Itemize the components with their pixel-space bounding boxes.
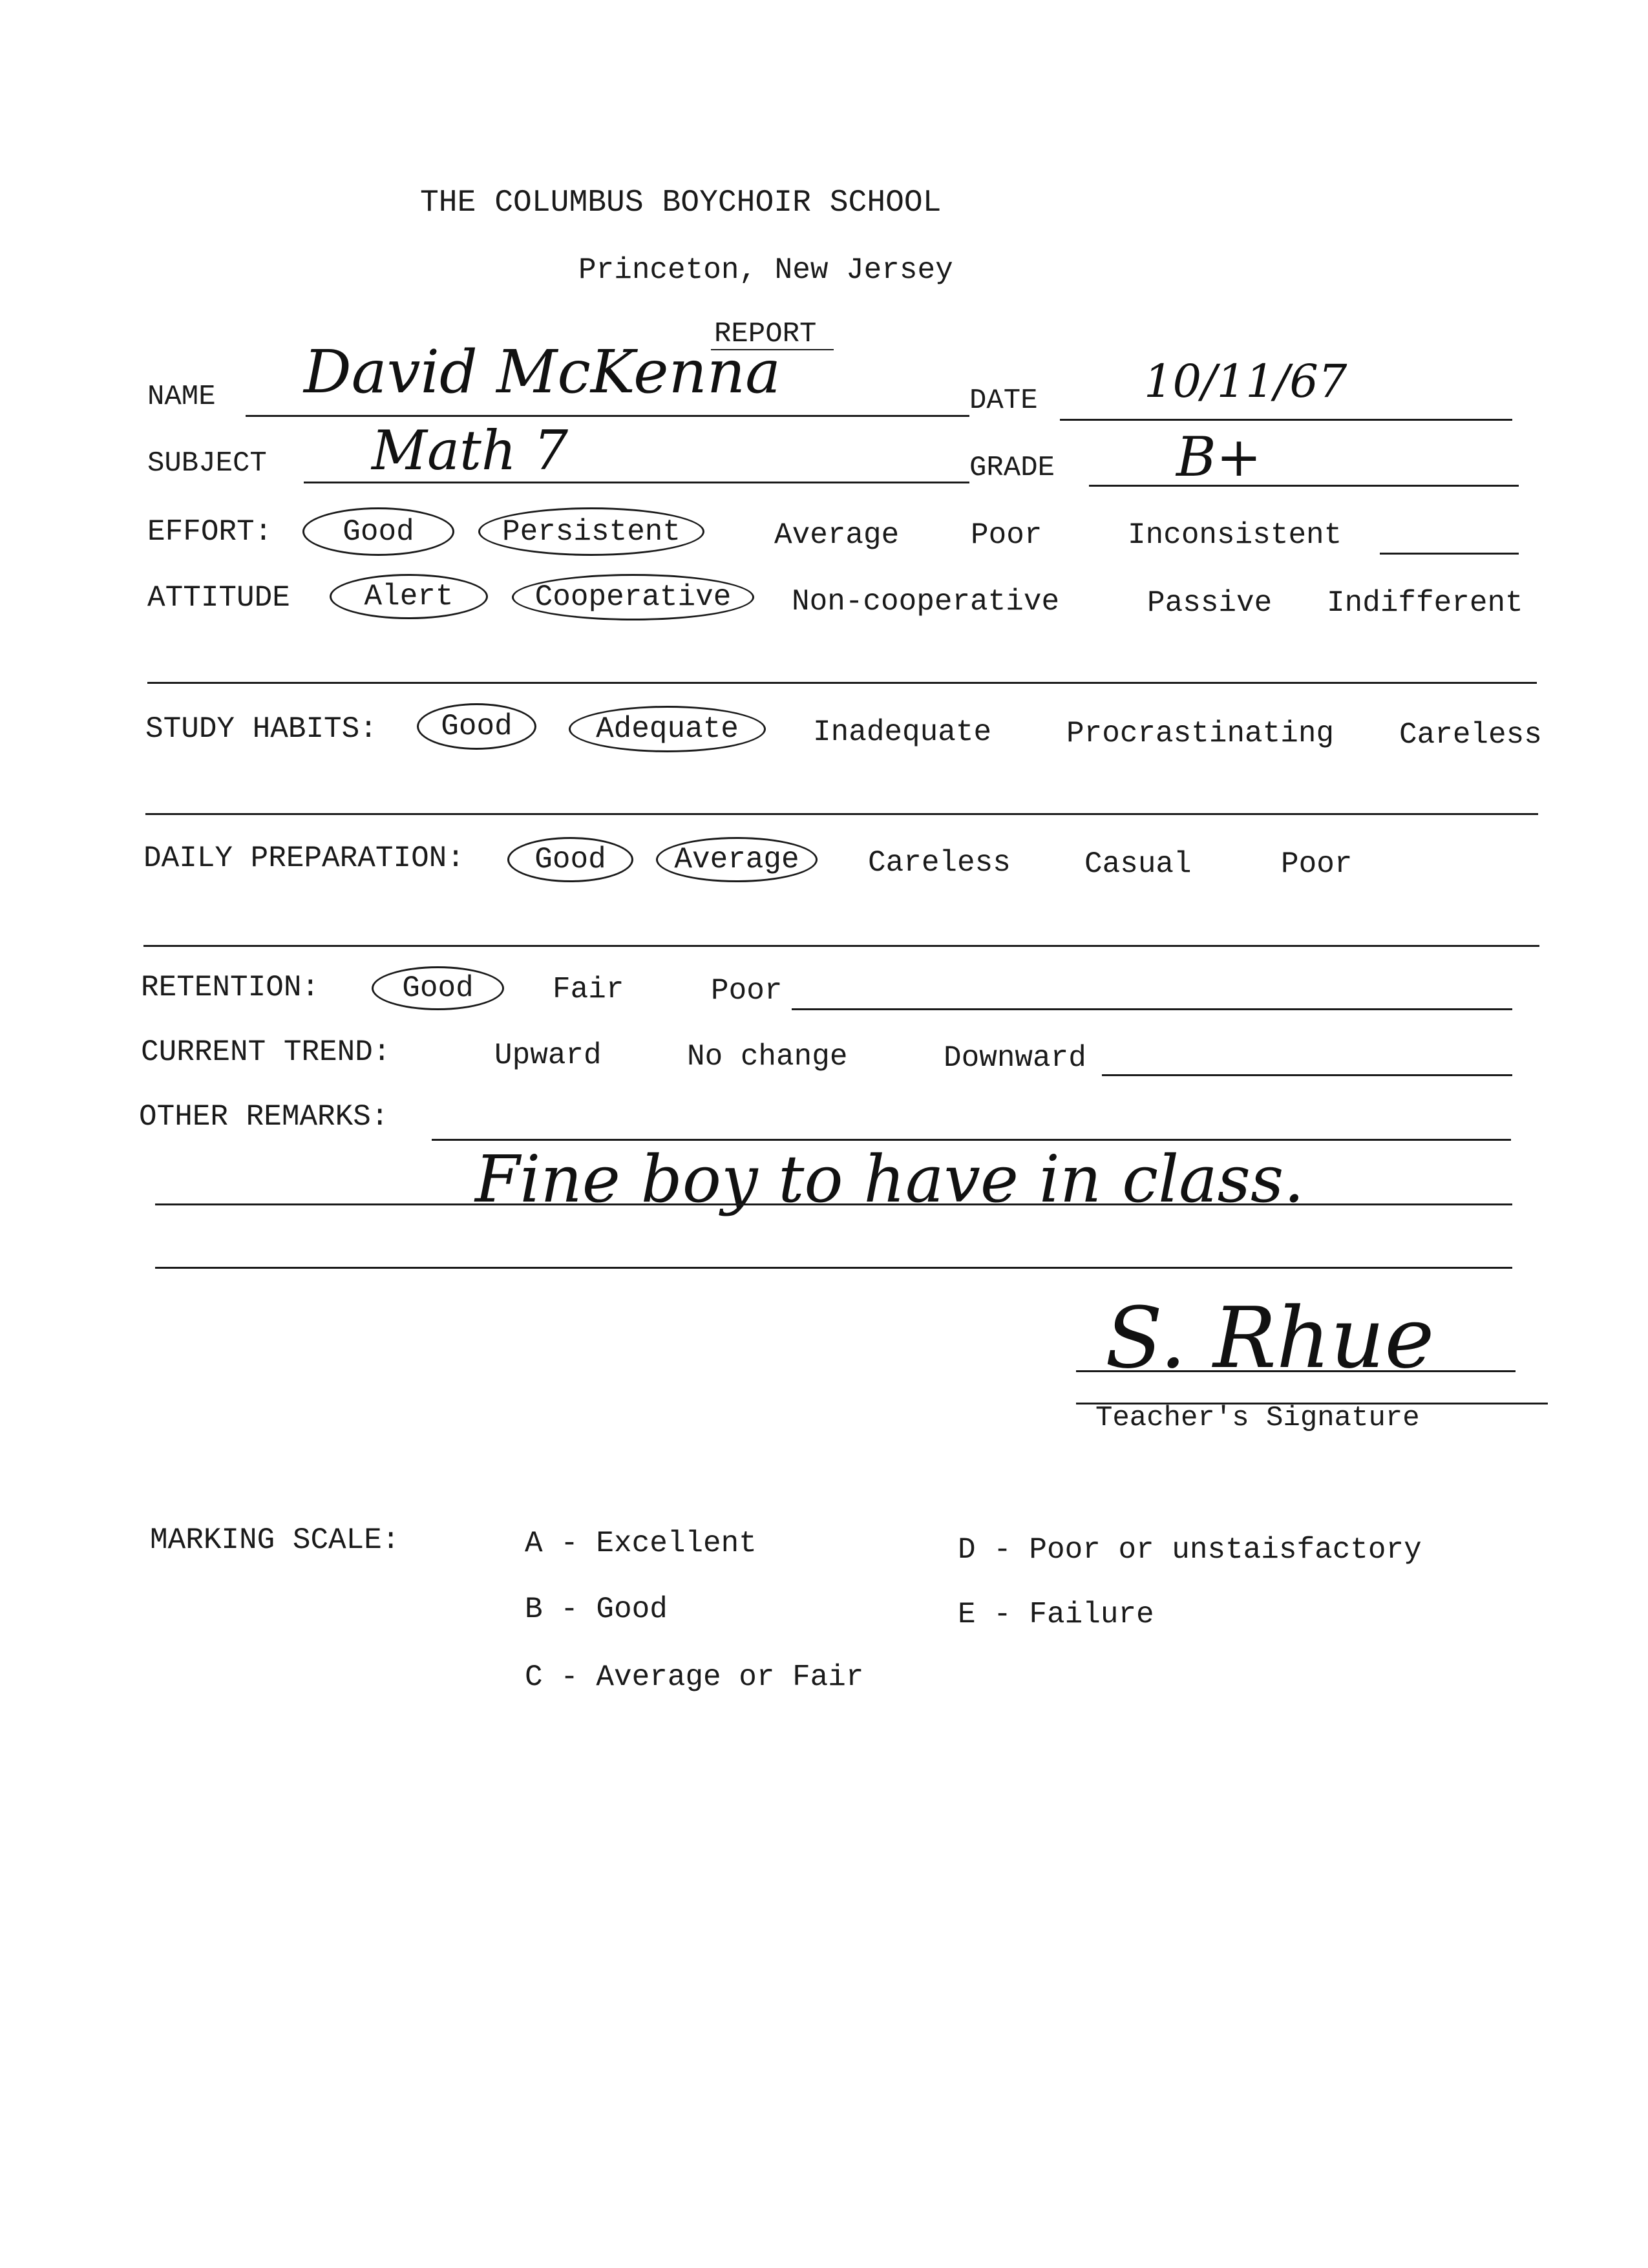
current-trend-option-no-change: No change	[687, 1040, 848, 1074]
attitude-option-passive: Passive	[1147, 586, 1273, 620]
effort-label: EFFORT:	[147, 515, 273, 549]
school-location: Princeton, New Jersey	[578, 253, 953, 287]
name-line	[246, 415, 969, 417]
attitude-option-non-cooperative: Non-cooperative	[792, 585, 1060, 619]
daily-preparation-option-careless: Careless	[868, 846, 1011, 880]
retention-option-fair: Fair	[553, 973, 624, 1006]
report-title: REPORT	[714, 318, 817, 350]
date-line	[1060, 419, 1512, 421]
retention-blank-line	[792, 1008, 1512, 1010]
teacher-signature: S. Rhue	[1105, 1289, 1435, 1387]
current-trend-label: CURRENT TREND:	[141, 1035, 391, 1069]
daily-preparation-option-average-circled: Average	[656, 837, 818, 882]
marking-scale-c: C - Average or Fair	[525, 1660, 864, 1694]
grade-line	[1089, 485, 1519, 487]
signature-label: Teacher's Signature	[1095, 1402, 1420, 1434]
attitude-option-cooperative-circled: Cooperative	[512, 574, 754, 620]
study-habits-option-adequate-circled: Adequate	[569, 706, 766, 752]
study-habits-option-good-circled: Good	[417, 703, 536, 750]
grade-value: B+	[1176, 425, 1262, 489]
current-trend-blank-line	[1102, 1074, 1512, 1076]
other-remarks-value: Fine boy to have in class.	[475, 1141, 1305, 1217]
study-habits-option-inadequate: Inadequate	[813, 715, 992, 749]
name-value: David McKenna	[304, 337, 781, 407]
attitude-option-indifferent: Indifferent	[1327, 586, 1523, 620]
subject-value: Math 7	[372, 419, 569, 482]
attitude-label: ATTITUDE	[147, 581, 290, 615]
remarks-line-3	[155, 1267, 1512, 1269]
remarks-line-2	[155, 1203, 1512, 1205]
date-label: DATE	[969, 385, 1038, 417]
effort-option-inconsistent: Inconsistent	[1128, 518, 1342, 552]
marking-scale-a: A - Excellent	[525, 1527, 757, 1560]
name-label: NAME	[147, 381, 216, 413]
effort-option-average: Average	[774, 518, 900, 552]
other-remarks-label: OTHER REMARKS:	[139, 1100, 389, 1134]
subject-label: SUBJECT	[147, 447, 267, 480]
effort-option-persistent-circled: Persistent	[478, 507, 704, 556]
grade-label: GRADE	[969, 452, 1055, 484]
effort-option-poor: Poor	[971, 518, 1042, 552]
current-trend-option-downward: Downward	[944, 1041, 1086, 1075]
attitude-option-alert-circled: Alert	[330, 574, 488, 619]
marking-scale-d: D - Poor or unstaisfactory	[958, 1533, 1422, 1567]
daily-preparation-option-casual: Casual	[1084, 847, 1192, 881]
study-habits-option-procrastinating: Procrastinating	[1066, 717, 1335, 750]
attitude-divider	[147, 682, 1537, 684]
signature-underline-a	[1076, 1370, 1516, 1372]
study-habits-label: STUDY HABITS:	[145, 712, 377, 746]
marking-scale-b: B - Good	[525, 1593, 668, 1626]
retention-option-good-circled: Good	[372, 966, 504, 1010]
marking-scale-label: MARKING SCALE:	[150, 1523, 400, 1557]
daily-preparation-label: DAILY PREPARATION:	[143, 842, 465, 875]
study-habits-divider	[145, 813, 1538, 815]
effort-option-good-circled: Good	[302, 507, 454, 556]
remarks-line-1	[432, 1139, 1511, 1141]
date-value: 10/11/67	[1144, 355, 1347, 408]
daily-preparation-divider	[143, 945, 1539, 947]
school-name: THE COLUMBUS BOYCHOIR SCHOOL	[420, 185, 942, 220]
daily-preparation-option-poor: Poor	[1281, 847, 1353, 881]
daily-preparation-option-good-circled: Good	[507, 837, 633, 882]
effort-blank-line	[1380, 553, 1519, 555]
study-habits-option-careless: Careless	[1399, 718, 1542, 752]
current-trend-option-upward: Upward	[494, 1039, 602, 1072]
retention-option-poor: Poor	[711, 974, 783, 1008]
retention-label: RETENTION:	[141, 971, 320, 1004]
marking-scale-e: E - Failure	[958, 1598, 1154, 1631]
